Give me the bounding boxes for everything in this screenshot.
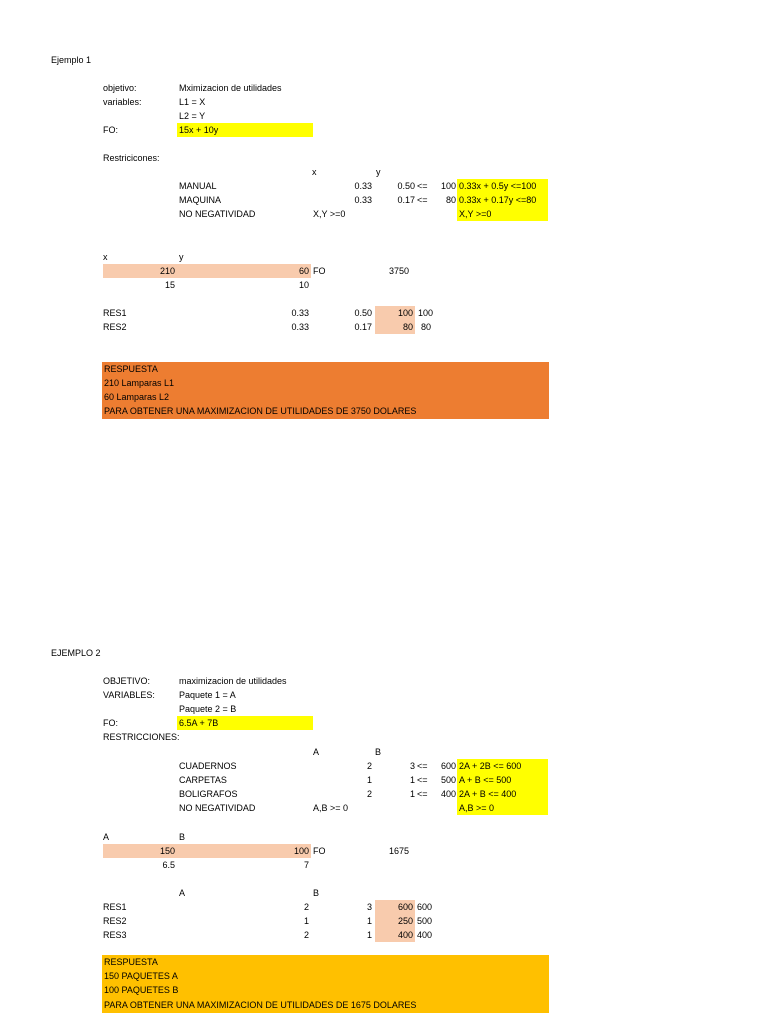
ex2-restriction-name: CUADERNOS (179, 761, 237, 771)
ex2-res-coef-a: 2 (303, 930, 309, 940)
ex2-fo-result: 1675 (389, 846, 410, 856)
ex2-res-lhs: 250 (397, 916, 413, 926)
ex2-variables-label: VARIABLES: (103, 690, 155, 700)
ex1-answer-box (102, 362, 549, 419)
ex1-variable-1: L1 = X (179, 97, 206, 107)
ex2-fo-tag: FO (313, 846, 326, 856)
ex1-header-y: y (376, 167, 381, 177)
ex2-restriction-coef-b: 1 (409, 775, 415, 785)
ex2-res-lhs: 400 (397, 930, 413, 940)
ex2-res-header-b: B (313, 888, 320, 898)
ex2-solution-b: 100 (293, 846, 309, 856)
ex2-variable-1: Paquete 1 = A (179, 690, 236, 700)
ex2-res-label: RES2 (103, 916, 127, 926)
ex1-res-coef-y: 0.50 (354, 308, 372, 318)
ex2-res-rhs: 500 (417, 916, 433, 926)
ex1-solution-x: 210 (159, 266, 175, 276)
ex2-restriction-operator: <= (417, 775, 428, 785)
ex2-res-label: RES3 (103, 930, 127, 940)
ex2-res-coef-b: 1 (366, 930, 372, 940)
ex1-res-coef-y: 0.17 (354, 322, 372, 332)
ex1-restriction-name: MAQUINA (179, 195, 222, 205)
ex2-res-coef-b: 1 (366, 916, 372, 926)
ex1-answer-line: 210 Lamparas L1 (104, 378, 175, 388)
ex1-res-lhs: 100 (397, 308, 413, 318)
ex2-restriction-name: NO NEGATIVIDAD (179, 803, 256, 813)
ex2-restriction-expr: 2A + 2B <= 600 (457, 759, 548, 773)
ex2-res-rhs: 600 (417, 902, 433, 912)
ex1-restriction-operator: <= (417, 181, 428, 191)
ex2-answer-line: 100 PAQUETES B (104, 985, 179, 995)
ex1-restriction-name: NO NEGATIVIDAD (179, 209, 256, 219)
ex1-restriction-rhs: 100 (440, 181, 456, 191)
ex1-fo-label: FO: (103, 125, 118, 135)
ex1-res-coef-x: 0.33 (291, 322, 309, 332)
ex2-restriction-name: CARPETAS (179, 775, 227, 785)
ex1-restriction-name: MANUAL (179, 181, 217, 191)
ex1-restriction-operator: <= (417, 195, 428, 205)
ex1-restriction-coef-y: 0.50 (397, 181, 415, 191)
ex2-restriction-coef-a: 1 (366, 775, 372, 785)
ex1-restriction-nonneg: X,Y >=0 (313, 209, 346, 219)
ex2-res-header-a: A (179, 888, 186, 898)
ex1-fo-value: 15x + 10y (177, 123, 313, 137)
ex2-res-label: RES1 (103, 902, 127, 912)
ex2-header-b: B (375, 747, 382, 757)
ex1-fo-tag: FO (313, 266, 326, 276)
ex2-answer-box (102, 955, 549, 1013)
ex1-coef-y: 10 (298, 280, 309, 290)
ex2-objective-label: OBJETIVO: (103, 676, 151, 686)
ex2-answer-line: 150 PAQUETES A (104, 971, 178, 981)
ex2-restriction-nonneg: A,B >= 0 (313, 803, 349, 813)
ex1-title: Ejemplo 1 (51, 55, 92, 65)
ex1-objective-value: Mximizacion de utilidades (179, 83, 282, 93)
ex1-restriction-expr: X,Y >=0 (457, 207, 548, 221)
ex1-answer-line: 60 Lamparas L2 (104, 392, 170, 402)
ex2-restriction-operator: <= (417, 789, 428, 799)
ex1-solution-header-x: x (103, 252, 108, 262)
ex2-objective-value: maximizacion de utilidades (179, 676, 287, 686)
ex1-solution-header-y: y (179, 252, 184, 262)
ex1-header-x: x (312, 167, 317, 177)
ex1-restriction-coef-x: 0.33 (354, 195, 372, 205)
ex1-restriction-rhs: 80 (445, 195, 456, 205)
ex2-res-rhs: 400 (417, 930, 433, 940)
ex2-solution-header-b: B (179, 832, 186, 842)
ex2-solution-a: 150 (159, 846, 175, 856)
ex2-restriction-expr: A + B <= 500 (457, 773, 548, 787)
ex1-restriction-expr: 0.33x + 0.5y <=100 (457, 179, 548, 193)
ex2-restriction-coef-a: 2 (366, 761, 372, 771)
ex1-restriction-coef-y: 0.17 (397, 195, 415, 205)
ex2-restriction-operator: <= (417, 761, 428, 771)
ex2-restriction-rhs: 400 (440, 789, 456, 799)
ex1-res-label: RES2 (103, 322, 127, 332)
ex1-objective-label: objetivo: (103, 83, 137, 93)
ex2-coef-a: 6.5 (162, 860, 175, 870)
ex1-restrictions-label: Restricicones: (103, 153, 160, 163)
ex1-fo-result: 3750 (389, 266, 410, 276)
ex2-restriction-rhs: 600 (440, 761, 456, 771)
ex1-res-lhs: 80 (402, 322, 413, 332)
ex1-res-rhs: 100 (418, 308, 434, 318)
ex2-restriction-rhs: 500 (440, 775, 456, 785)
ex1-variable-2: L2 = Y (179, 111, 206, 121)
ex1-restriction-coef-x: 0.33 (354, 181, 372, 191)
ex2-answer-line: PARA OBTENER UNA MAXIMIZACION DE UTILIDADES DE 1675 DOLARES (104, 1000, 417, 1010)
ex2-variable-2: Paquete 2 = B (179, 704, 237, 714)
ex2-coef-b: 7 (303, 860, 309, 870)
ex1-answer-line: PARA OBTENER UNA MAXIMIZACION DE UTILIDADES DE 3750 DOLARES (104, 406, 417, 416)
ex2-header-a: A (313, 747, 320, 757)
ex2-res-coef-a: 1 (303, 916, 309, 926)
ex2-restriction-coef-b: 1 (409, 789, 415, 799)
ex2-fo-label: FO: (103, 718, 118, 728)
ex2-restriction-expr: 2A + B <= 400 (457, 787, 548, 801)
ex2-res-coef-a: 2 (303, 902, 309, 912)
ex2-title: EJEMPLO 2 (51, 648, 101, 658)
ex1-res-rhs: 80 (421, 322, 432, 332)
ex1-solution-y: 60 (298, 266, 309, 276)
ex1-res-coef-x: 0.33 (291, 308, 309, 318)
ex2-restriction-coef-a: 2 (366, 789, 372, 799)
ex2-restriction-expr: A,B >= 0 (457, 801, 548, 815)
ex2-solution-header-a: A (103, 832, 110, 842)
ex2-restrictions-label: RESTRICCIONES: (103, 732, 180, 742)
ex1-variables-label: variables: (103, 97, 142, 107)
ex2-fo-value: 6.5A + 7B (177, 716, 313, 730)
ex1-coef-x: 15 (164, 280, 175, 290)
ex2-answer-heading: RESPUESTA (104, 957, 158, 967)
ex2-restriction-name: BOLIGRAFOS (179, 789, 238, 799)
ex2-restriction-coef-b: 3 (409, 761, 415, 771)
ex1-restriction-expr: 0.33x + 0.17y <=80 (457, 193, 548, 207)
ex1-res-label: RES1 (103, 308, 127, 318)
ex1-answer-heading: RESPUESTA (104, 364, 158, 374)
ex2-res-lhs: 600 (397, 902, 413, 912)
ex2-res-coef-b: 3 (366, 902, 372, 912)
